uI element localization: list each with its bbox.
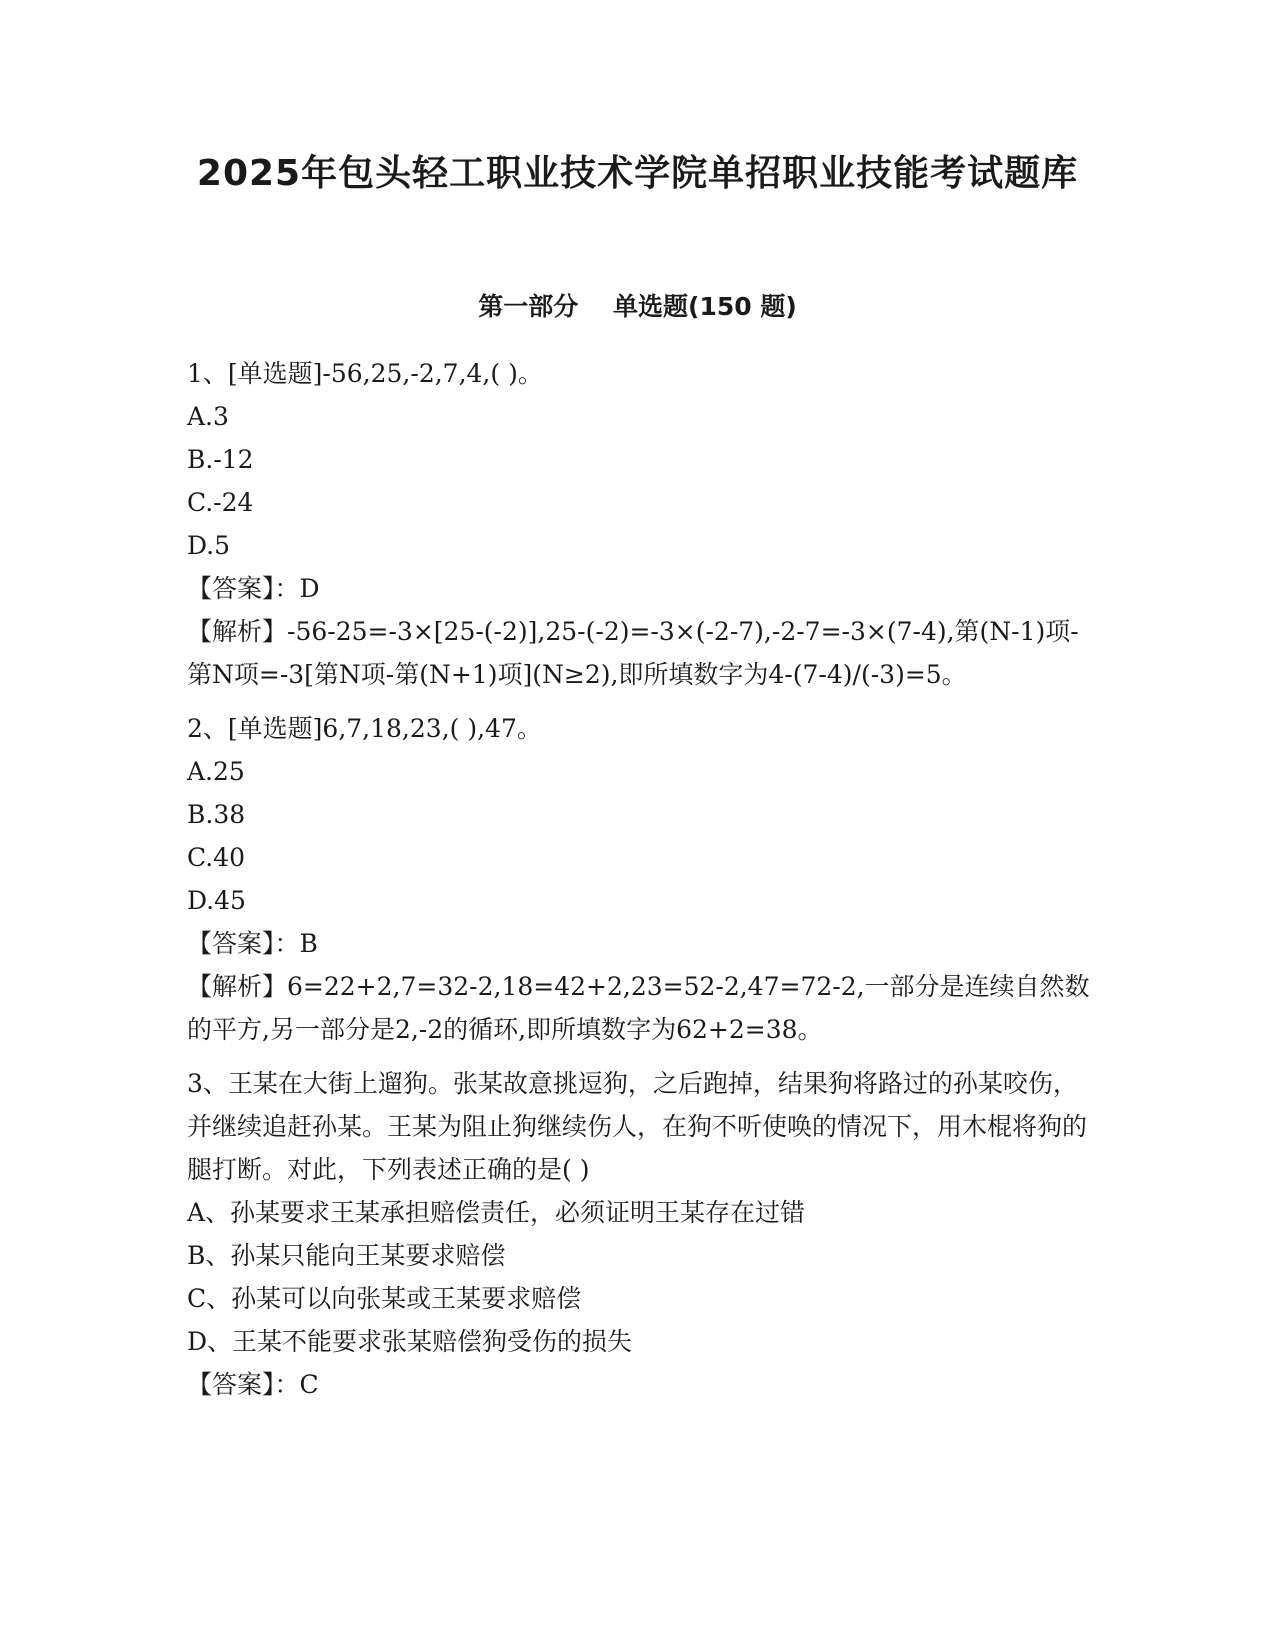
- explanation-text: -56-25=-3×[25-(-2)],25-(-2)=-3×(-2-7),-2-7=-3×(7-4),第(N-1)项-第N项=-3[第N项-第(N+1)项](N≥2),即所填数字为4-(7-4)/(-3)=5。: [187, 617, 1079, 689]
- explanation: [187, 965, 1097, 1051]
- question-3: [187, 1062, 1097, 1406]
- answer-label: 【答案】：: [187, 1370, 300, 1399]
- answer-value: C: [299, 1370, 319, 1399]
- question-stem: 2、[单选题]6,7,18,23,( ),47。: [187, 714, 542, 743]
- answer-line: [187, 1363, 1097, 1406]
- section-title: 第一部分 单选题(150 题): [478, 292, 797, 321]
- option-a: A.3: [187, 402, 229, 431]
- option-d: D、王某不能要求张某赔偿狗受伤的损失: [187, 1327, 633, 1356]
- question-list: [187, 352, 1097, 1417]
- answer-line: [187, 922, 1097, 965]
- explanation-label: 【解析】: [187, 972, 288, 1001]
- option-d: D.5: [187, 531, 231, 560]
- explanation-label: 【解析】: [187, 617, 288, 646]
- option-b: B.38: [187, 800, 246, 829]
- document-title: 2025年包头轻工职业技术学院单招职业技能考试题库: [196, 153, 1079, 194]
- answer-value: B: [299, 929, 318, 958]
- option-d: D.45: [187, 886, 246, 915]
- answer-value: D: [299, 574, 320, 603]
- question-stem: 3、王某在大街上遛狗。张某故意挑逗狗，之后跑掉，结果狗将路过的孙某咬伤，并继续追赶孙某。王某为阻止狗继续伤人，在狗不听使唤的情况下，用木棍将狗的腿打断。对此，下列表述正确的是( ): [187, 1069, 1088, 1184]
- option-c: C.-24: [187, 488, 254, 517]
- answer-line: [187, 567, 1097, 610]
- answer-label: 【答案】：: [187, 929, 300, 958]
- explanation: [187, 610, 1097, 696]
- option-b: B.-12: [187, 445, 254, 474]
- option-b: B、孙某只能向王某要求赔偿: [187, 1241, 506, 1270]
- option-c: C、孙某可以向张某或王某要求赔偿: [187, 1284, 582, 1313]
- question-1: [187, 352, 1097, 696]
- option-a: A、孙某要求王某承担赔偿责任，必须证明王某存在过错: [187, 1198, 806, 1227]
- question-2: [187, 707, 1097, 1051]
- explanation-text: 6=22+2,7=32-2,18=42+2,23=52-2,47=72-2,一部分是连续自然数的平方,另一部分是2,-2的循环,即所填数字为62+2=38。: [187, 972, 1090, 1044]
- question-stem: 1、[单选题]-56,25,-2,7,4,( )。: [187, 359, 543, 388]
- option-a: A.25: [187, 757, 245, 786]
- option-c: C.40: [187, 843, 245, 872]
- answer-label: 【答案】：: [187, 574, 300, 603]
